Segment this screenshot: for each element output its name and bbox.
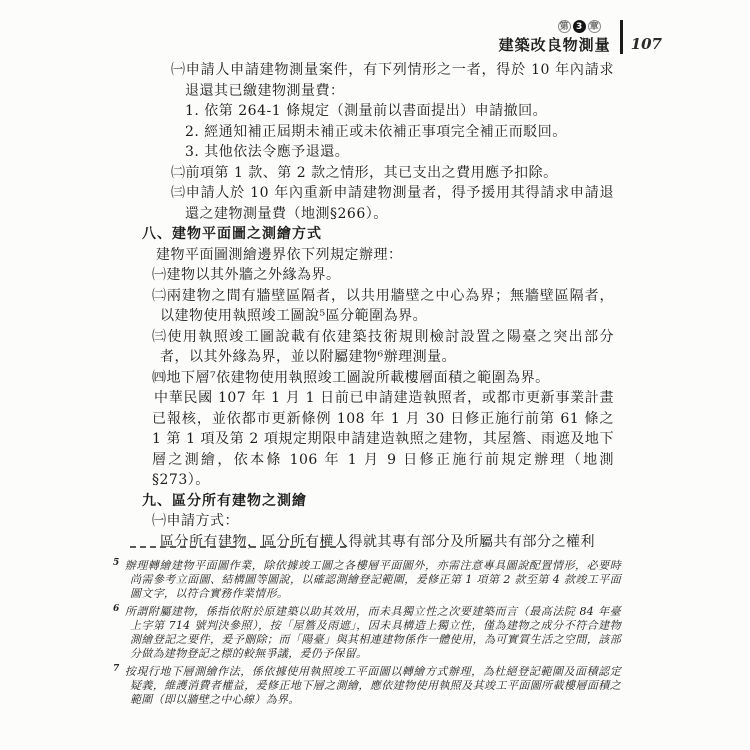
footnote-number: 7 [113, 664, 120, 674]
list-marker: ㈢ [171, 185, 186, 201]
footnotes [113, 556, 621, 708]
paragraph-text: 兩建物之間有牆壁區隔者，以共用牆壁之中心為界；無牆壁區隔者，以建物使用執照竣工圖說⁵區分範圍為界。 [160, 287, 615, 324]
paragraph-text: 1. 依第 264-1 條規定（測量前以書面提出）申請撤回。 [185, 103, 548, 119]
footnote [113, 662, 621, 707]
paragraph-text: 建物平面圖測繪邊界依下列規定辦理： [156, 246, 403, 263]
paragraph [142, 532, 614, 553]
paragraph [142, 183, 614, 224]
section-heading [142, 491, 614, 512]
paragraph-text: 申請方式： [166, 513, 239, 529]
section-heading [142, 224, 614, 245]
paragraph-text: 申請人申請建物測量案件，有下列情形之一者，得於 10 年內請求退還其已繳建物測量費： [185, 62, 615, 99]
page-header [499, 20, 662, 54]
paragraph-text: 2. 經通知補正屆期未補正或未依補正事項完全補正而駁回。 [185, 123, 567, 140]
footnote [113, 556, 621, 601]
paragraph-text: 九、區分所有建物之測繪 [142, 492, 307, 509]
paragraph-text: 中華民國 107 年 1 月 1 日前已申請建造執照者，或都市更新事業計畫已報核，並依都市更新條例 108 年 1 月 30 日修正施行前第 61 條之 1 第 1 項及第 2 項規定期限申請建造執照之建物，其屋簷、雨遮及地下層之測繪，依本條 106 年 1 月 9 日修正施行前規定辦理（地測§273）。 [152, 390, 614, 488]
list-marker: ㈢ [152, 328, 168, 345]
paragraph [142, 368, 614, 389]
paragraph [142, 122, 614, 143]
list-marker: ㈠ [171, 62, 186, 78]
list-marker: ㈡ [152, 287, 167, 304]
footnote-text: 辦理轉繪建物平面圖作業，除依據竣工圖之各樓層平面圖外，亦需注意專具圖說配置情形，必要時尚需參考立面圖、結構圖等圖說，以確認測繪登記範圍，爰修正第 1 項第 2 款至第 4 款竣工平面圖文字，以符合實務作業情形。 [124, 559, 621, 600]
paragraph-text: 八、建物平面圖之測繪方式 [142, 226, 322, 242]
body-text [142, 60, 614, 552]
paragraph [142, 327, 614, 368]
paragraph [142, 60, 614, 101]
paragraph-text: 建物以其外牆之外緣為界。 [166, 267, 341, 283]
footnote-separator [130, 546, 346, 548]
paragraph-text: 區分所有建物，區分所有權人得就其專有部分及所屬共有部分之權利 [160, 533, 595, 550]
paragraph-text: 使用執照竣工圖說載有依建築技術規則檢討設置之陽臺之突出部分者，以其外緣為界，並以附屬建物⁶辦理測量。 [160, 328, 615, 365]
paragraph [142, 101, 614, 122]
footnote-number: 5 [113, 558, 120, 568]
paragraph [142, 245, 614, 266]
footnote-number: 6 [113, 604, 120, 614]
page-number: 107 [630, 35, 662, 53]
header-divider [620, 20, 623, 54]
paragraph [142, 163, 614, 184]
chapter-prefix-circle-icon: 第 [559, 22, 569, 32]
chapter-heading [499, 20, 611, 54]
paragraph [142, 265, 614, 286]
footnote [113, 602, 621, 661]
paragraph [142, 286, 614, 327]
paragraph [142, 388, 614, 491]
chapter-suffix-circle-icon: 章 [589, 22, 599, 32]
footnote-text: 按現行地下層測繪作法，係依據使用執照竣工平面圖以轉繪方式辦理，為杜絕登記範圍及面積認定疑義，維護消費者權益，爰修正地下層之測繪，應依建物使用執照及其竣工平面圖所載樓層面積之範圍（即以牆壁之中心線）為界。 [124, 665, 621, 706]
paragraph [142, 142, 614, 163]
paragraph-text: 前項第 1 款、第 2 款之情形，其已支出之費用應予扣除。 [185, 164, 558, 181]
paragraph-text: 3. 其他依法令應予退還。 [185, 144, 350, 160]
list-marker: ㈡ [171, 164, 186, 181]
list-marker: ㈠ [152, 513, 167, 529]
chapter-number-circle-icon: 3 [573, 20, 586, 33]
paragraph [142, 511, 614, 532]
footnote-text: 所謂附屬建物，係指依附於原建築以助其效用，而未具獨立性之次要建築而言（最高法院 84 年臺上字第 714 號判決參照），按「屋簷及雨遮」，因未具構造上獨立性，僅為建物之成分不符合建物測繪登記之要件，爰予刪除；而「陽臺」與其相連建物係作一體使用，為可實質生活之空間，該部分做為建物登記之標的較無爭議，爰仍予保留。 [124, 605, 621, 660]
paragraph-text: 申請人於 10 年內重新申請建物測量者，得予援用其得請求申請退還之建物測量費（地測§266）。 [185, 185, 615, 222]
paragraph-text: 地下層⁷依建物使用執照竣工圖說所載樓層面積之範圍為界。 [166, 369, 550, 386]
list-marker: ㈣ [152, 369, 167, 386]
list-marker: ㈠ [152, 267, 167, 283]
chapter-title: 建築改良物測量 [498, 36, 611, 54]
chapter-badge [558, 20, 601, 33]
